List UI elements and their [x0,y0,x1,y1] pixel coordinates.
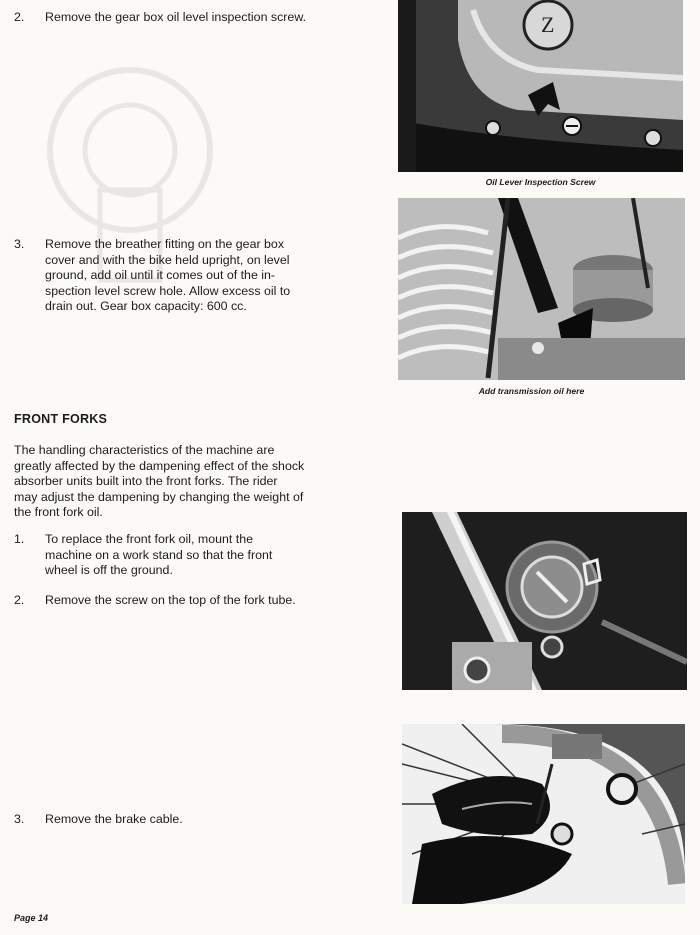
step-text-line: spection level screw hole. Allow excess oil to [45,283,291,298]
intro-line: absorber units built into the front forks. The rider [14,474,278,489]
intro-line: greatly affected by the dampening effect of the shock [14,458,305,473]
step-text: Remove the screw on the top of the fork tube. [45,593,296,607]
figure-caption: Oil Lever Inspection Screw [485,177,596,187]
figure-caption: Add transmission oil here [478,386,585,396]
brake-cable-photo [402,724,685,904]
page-number: Page 14 [14,913,49,923]
step-3-breather [14,237,384,317]
step-text-line: cover and with the bike held upright, on level [45,252,290,267]
step-text-line: machine on a work stand so that the front [45,547,273,562]
step-text: Remove the gear box oil level inspection screw. [45,10,307,24]
step-number: 2. [14,10,25,24]
step-text-line: To replace the front fork oil, mount the [45,532,253,546]
step-text-line: drain out. Gear box capacity: 600 cc. [45,299,247,314]
fork-tube-top-photo [402,512,687,690]
step-number: 3. [14,812,25,826]
step-1-mount [14,532,384,582]
front-forks-intro [14,443,384,521]
section-heading-front-forks: FRONT FORKS [14,412,108,426]
intro-line: the front fork oil. [14,505,103,520]
step-text-line: Remove the breather fitting on the gear box [45,237,285,251]
svg-text:Z: Z [541,12,555,37]
intro-line: may adjust the dampening by changing the weight of [14,489,304,504]
step-text: Remove the brake cable. [45,812,183,826]
step-text-line: ground, add oil until it comes out of the in- [45,268,276,283]
step-text-line: wheel is off the ground. [45,563,173,578]
step-number: 1. [14,532,25,546]
intro-line: The handling characteristics of the machine are [14,443,275,457]
transmission-fill-photo [398,198,685,380]
step-number: 3. [14,237,25,251]
step-number: 2. [14,593,25,607]
gearbox-cover-photo [398,0,683,172]
